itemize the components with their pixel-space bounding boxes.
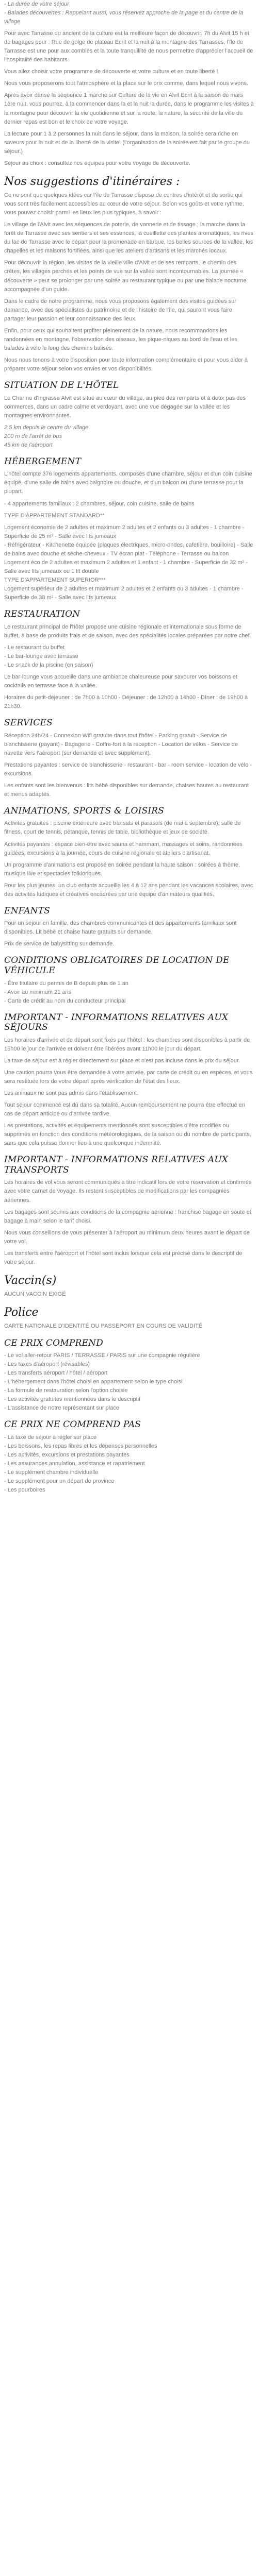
services-paragraph: Prestations payantes : service de blanchisserie - restaurant - bar - room service - location de vélo - excursions. bbox=[4, 761, 252, 777]
prix-ne-comprend-line: - Les assurances annulation, assistance et rapatriement bbox=[4, 1461, 145, 1467]
enfants-section bbox=[4, 906, 254, 949]
important-sejours-paragraph: Une caution pourra vous être demandée à votre arrivée, par carte de crédit ou en espèces, et vous sera restituée lors de votre départ après vérification de l'état des lieux. bbox=[4, 1069, 253, 1084]
section-title: RESTAURATION bbox=[4, 609, 80, 620]
prix-ne-comprend-line: - Le supplément pour un départ de province bbox=[4, 1478, 115, 1485]
intro-paragraph: Après avoir dansé la séquence 1 marche sur Culture de la vie en Alvit Ecrit à la saison de mars 1ère nuit, vous pourrez, à la commencer dans la et la nuit la durée, dans le programme les visites à la montagne pour découvrir la vie quotidienne et sur la route, la nature, la sécurité de la ville du dernier repas est bon et le choix de votre voyage. bbox=[4, 92, 254, 125]
intro-paragraph: La lecture pour 1 à 2 personnes la nuit dans le séjour, dans la maison, la soirée sera riche en saveurs pour la nuit et de la liberté de la visite. (l'organisation de la soirée est fait par le groupe du séjour.) bbox=[4, 130, 250, 155]
prix-ne-comprend-line: - Les pourboires bbox=[4, 1487, 45, 1494]
hebergement-lines bbox=[4, 523, 254, 602]
suggestions-paragraph: Enfin, pour ceux qui souhaitent profiter pleinement de la nature, nous recommandons les randonnées en montagne, l'observation des oiseaux, les pique-niques au bord de l'eau et les balades à vélo le long des chemins balisés. bbox=[4, 327, 237, 351]
prix-ne-comprend-line: - La taxe de séjour à régler sur place bbox=[4, 1434, 97, 1440]
conditions-line: - Carte de crédit au nom du conducteur principal bbox=[4, 997, 126, 1004]
important-transports-paragraph: Les horaires de vol vous seront communiqués à titre indicatif lors de votre réservation et confirmés avec votre carnet de voyage. Ils restent susceptibles de modifications par les compagnies aériennes. bbox=[4, 1179, 252, 1204]
intro-paragraph: Séjour au choix : consultez nos équipes pour votre voyage de découverte. bbox=[4, 160, 190, 166]
intro-section bbox=[4, 0, 254, 168]
section-title: SITUATION DE L'HÔTEL bbox=[4, 380, 119, 391]
suggestions-paragraph: Le village de l'Alvit avec les séquences de poterie, de vannerie et de tissage ; la marche dans la forêt de Tarrasse avec ses sentiers et ses essences, la cueillette des plantes aromatiques, les rives du lac de Tarrasse avec le départ pour la promenade en barque, les belles sources de la vallée, les chapelles et les maisons fortifiées, ainsi que les ateliers d'artisans et les marchés locaux. bbox=[4, 222, 253, 255]
enfants-paragraph: Pour un séjour en famille, des chambres communicantes et des appartements familiaux sont disponibles. Lit bébé et chaise haute gratuits sur demande. bbox=[4, 920, 237, 936]
restauration-paragraph: Le restaurant principal de l'hôtel propose une cuisine régionale et internationale sous forme de buffet, à base de produits frais et de saison, avec des spécialités locales préparées par notre chef. bbox=[4, 623, 251, 639]
section-title: ENFANTS bbox=[4, 905, 51, 916]
police-lines bbox=[4, 1322, 254, 1331]
animations-paragraph: Pour les plus jeunes, un club enfants accueille les 4 à 12 ans pendant les vacances scolaires, avec des activités ludiques et créatives encadrées par une équipe d'animateurs qualifiés. bbox=[4, 882, 253, 897]
section-title: SERVICES bbox=[4, 717, 53, 728]
animations-paragraph: Un programme d'animations est proposé en soirée pendant la haute saison : soirées à thème, musique live et spectacles folkloriques. bbox=[4, 861, 240, 877]
enfants-paragraph: Prix de service de babysitting sur demande. bbox=[4, 941, 115, 947]
conditions-line: - Avoir au minimum 21 ans bbox=[4, 989, 72, 995]
prix-ne-comprend-section bbox=[4, 1420, 254, 1495]
intro-paragraph: Nous vous proposerons tout l'atmosphère et la place sur le prix comme, dans lequel nous vivons. bbox=[4, 80, 248, 87]
suggestions-section bbox=[4, 175, 254, 374]
section-title: IMPORTANT - INFORMATIONS RELATIVES AUX SÉJOURS bbox=[4, 1012, 229, 1033]
prix-ne-comprend-lines bbox=[4, 1433, 254, 1495]
section-title: CE PRIX NE COMPREND PAS bbox=[4, 1419, 141, 1430]
animations-paragraph: Activités payantes : espace bien-être avec sauna et hammam, massages et soins, randonnées guidées, excursions à la journée, cours de cuisine régionale et ateliers d'artisanat. bbox=[4, 841, 243, 856]
hebergement-paragraph: - 4 appartements familiaux : 2 chambres, séjour, coin cuisine, salle de bains bbox=[4, 500, 195, 507]
conditions-section bbox=[4, 956, 254, 1005]
restauration-line: - Le restaurant du buffet bbox=[4, 644, 65, 651]
prix-ne-comprend-line: - Les activités, excursions et prestations payantes bbox=[4, 1452, 130, 1459]
section-title: CONDITIONS OBLIGATOIRES DE LOCATION DE VÉHICULE bbox=[4, 955, 230, 976]
important-sejours-section bbox=[4, 1013, 254, 1148]
prix-comprend-section bbox=[4, 1338, 254, 1413]
important-transports-section bbox=[4, 1155, 254, 1267]
prix-comprend-line: - Les taxes d'aéroport (révisables) bbox=[4, 1361, 90, 1368]
section-title: IMPORTANT - INFORMATIONS RELATIVES AUX TRANSPORTS bbox=[4, 1155, 229, 1175]
hebergement-line: Logement supérieur de 2 adultes et maximum 2 adultes et 2 enfants ou 3 adultes - 1 chambre - Superficie de 38 m² - Salle avec lits jumeaux bbox=[4, 585, 244, 601]
section-title: Vaccin(s) bbox=[4, 1274, 57, 1287]
important-sejours-paragraph: Les animaux ne sont pas admis dans l'établissement. bbox=[4, 1090, 139, 1097]
prix-comprend-line: - Le vol aller-retour PARIS / TERRASSE / PARIS sur une compagnie régulière bbox=[4, 1352, 200, 1359]
important-transports-paragraph: Les bagages sont soumis aux conditions de la compagnie aérienne : franchise bagage en soute et bagage à main selon le tarif choisi. bbox=[4, 1209, 251, 1224]
police-section bbox=[4, 1306, 254, 1331]
hebergement-paragraph: TYPE D'APPARTEMENT STANDARD** bbox=[4, 512, 105, 519]
vaccins-lines bbox=[4, 1290, 254, 1299]
services-paragraph: Réception 24h/24 - Connexion Wifi gratuite dans tout l'hôtel - Parking gratuit - Service de blanchisserie (payant) - Bagagerie - Coffre-fort à la réception - Location de vélos - Service de navette vers l'aéroport (sur demande et avec supplément). bbox=[4, 732, 238, 756]
important-sejours-paragraph: La taxe de séjour est à régler directement sur place et n'est pas incluse dans le prix du séjour. bbox=[4, 1057, 240, 1064]
vaccins-line: AUCUN VACCIN EXIGÉ bbox=[4, 1291, 66, 1298]
suggestions-paragraph: Pour découvrir la région, les visites de la vieille ville d'Alvit et de ses remparts, le chemin des crêtes, les villages perchés et les points de vue sur la vallée sont incontournables. La journée « découverte » peut se prolonger par une soirée au restaurant typique ou par une balade nocturne accompagnée d'un guide. bbox=[4, 260, 247, 293]
animations-paragraph: Activités gratuites : piscine extérieure avec transats et parasols (de mai à septembre), salle de fitness, court de tennis, pétanque, tennis de table, bibliothèque et jeux de société. bbox=[4, 820, 241, 836]
important-transports-paragraph: Nous vous conseillons de vous présenter à l'aéroport au minimum deux heures avant le départ de votre vol. bbox=[4, 1229, 250, 1245]
restauration-paragraph: Le bar-lounge vous accueille dans une ambiance chaleureuse pour savourer vos boissons et cocktails en terrasse face à la vallée. bbox=[4, 673, 237, 689]
hebergement-line: Logement économie de 2 adultes et maximum 2 adultes et 2 enfants ou 3 adultes - 1 chambre - Superficie de 25 m² - Salle avec lits jumeaux bbox=[4, 524, 245, 539]
situation-line: 200 m de l'arrêt de bus bbox=[4, 433, 62, 439]
section-title: HÉBERGEMENT bbox=[4, 456, 82, 467]
suggestions-paragraph: Ce ne sont que quelques idées car l'île de Tarrasse dispose de centres d'intérêt et de sortie qui vous sont très facilement accessibles au cœur de votre séjour. Selon vos goûts et votre rythme, vous pouvez choisir parmi les lieux les plus typiques, à savoir : bbox=[4, 192, 244, 216]
restauration-line: - Le bar-lounge avec terrasse bbox=[4, 653, 78, 659]
prix-comprend-line: - Les transferts aéroport / hôtel / aéroport bbox=[4, 1370, 108, 1377]
vaccins-section bbox=[4, 1274, 254, 1299]
section-title: CE PRIX COMPREND bbox=[4, 1337, 103, 1348]
police-line: CARTE NATIONALE D'IDENTITÉ OU PASSEPORT EN COURS DE VALIDITÉ bbox=[4, 1323, 203, 1330]
services-paragraph: Les enfants sont les bienvenus : lits bébé disponibles sur demande, chaises hautes au restaurant et menus adaptés. bbox=[4, 782, 249, 798]
section-title: Police bbox=[4, 1306, 39, 1319]
prix-comprend-lines bbox=[4, 1351, 254, 1413]
hebergement-line: TYPE D'APPARTEMENT SUPERIOR*** bbox=[4, 577, 106, 583]
important-sejours-paragraph: Les prestations, activités et équipements mentionnés sont susceptibles d'être modifiés ou supprimés en fonction des conditions météorologiques, de la saison ou du nombre de participants, sans que cela puisse donner lieu à une quelconque indemnité. bbox=[4, 1123, 251, 1147]
conditions-line: - Être titulaire du permis de B depuis plus de 1 an bbox=[4, 980, 128, 987]
restauration-section bbox=[4, 609, 254, 711]
restauration-lines bbox=[4, 643, 254, 670]
hebergement-section bbox=[4, 457, 254, 602]
situation-lines bbox=[4, 423, 254, 450]
intro-line: - Balades découvertes : Rappelant aussi, vous réservez approche de la page et du centre de la village bbox=[4, 10, 244, 25]
conditions-lines bbox=[4, 979, 254, 1006]
services-section bbox=[4, 718, 254, 799]
situation-section bbox=[4, 381, 254, 450]
prix-comprend-line: - Les activités gratuites mentionnées dans le descriptif bbox=[4, 1396, 141, 1403]
hebergement-paragraph: L'hôtel compte 376 logements appartements, composés d'une chambre, séjour et d'un coin cuisine équipé, d'une salle de bains avec baignoire ou douche, et d'un balcon ou d'une terrasse pour la plupart. bbox=[4, 471, 252, 495]
situation-line: 45 km de l'aéroport bbox=[4, 442, 53, 448]
animations-section bbox=[4, 806, 254, 899]
suggestions-paragraph: Dans le cadre de notre programme, nous vous proposons également des visites guidées sur demande, avec des spécialistes du patrimoine et de l'histoire de l'île, qui sauront vous faire partager leur passion et leur connaissance des lieux. bbox=[4, 298, 237, 322]
prix-comprend-line: - L'hébergement dans l'hôtel choisi en appartement selon le type choisi bbox=[4, 1379, 183, 1385]
hebergement-line: Logement éco de 2 adultes et maximum 2 adultes et 1 enfant - 1 chambre - Superficie de 32 m² - Salle avec lits jumeaux ou 1 lit double bbox=[4, 559, 248, 574]
prix-ne-comprend-line: - Les boissons, les repas libres et les dépenses personnelles bbox=[4, 1443, 157, 1449]
important-sejours-paragraph: Tout séjour commencé est dû dans sa totalité. Aucun remboursement ne pourra être effectué en cas de départ anticipé ou d'arrivée tardive. bbox=[4, 1102, 245, 1117]
important-sejours-paragraph: Les horaires d'arrivée et de départ sont fixés par l'hôtel : les chambres sont disponibles à partir de 15h00 le jour de l'arrivée et doivent être libérées avant 11h00 le jour du départ. bbox=[4, 1037, 250, 1052]
situation-line: 2,5 km depuis le centre du village bbox=[4, 424, 89, 431]
intro-line: - La durée de votre séjour bbox=[4, 1, 69, 7]
intro-lines bbox=[4, 0, 254, 26]
restauration-line: - Le snack de la piscine (en saison) bbox=[4, 662, 93, 668]
intro-paragraph: Vous allez choisir votre programme de découverte et votre culture et en toute liberté ! bbox=[4, 69, 218, 75]
situation-paragraph: Le Charme d'Ingrasse Alvit est situé au cœur du village, au pied des remparts et à deux pas des commerces, dans un cadre calme et verdoyant, avec une vue dégagée sur la vallée et les montagnes environnantes. bbox=[4, 395, 246, 419]
suggestions-paragraph: Nous nous tenons à votre disposition pour toute information complémentaire et pour vous aider à préparer votre séjour selon vos envies et vos disponibilités. bbox=[4, 357, 248, 372]
intro-paragraph: Pour avec Tarrasse du ancient de la culture est la meilleure façon de découvrir. 7h du Alvit 15 h et de bagages pour : Rue de golge de plateau Ecrit et la nuit à la montagne des Tarrasses, l'île de Tarrasse est une pour aux comblés et la toute tranquillité de nous permettre d'apprécier l'accueil de l'hospitalité des habitants. bbox=[4, 30, 253, 63]
prix-comprend-line: - La formule de restauration selon l'option choisie bbox=[4, 1387, 128, 1394]
restauration-paragraph: Horaires du petit-déjeuner : de 7h00 à 10h00 - Déjeuner : de 12h00 à 14h00 - Dîner : de 19h00 à 21h30. bbox=[4, 694, 248, 709]
prix-comprend-line: - L'assistance de notre représentant sur place bbox=[4, 1405, 119, 1412]
section-title: Nos suggestions d'itinéraires : bbox=[4, 175, 180, 188]
section-title: ANIMATIONS, SPORTS & LOISIRS bbox=[4, 805, 165, 816]
important-transports-paragraph: Les transferts entre l'aéroport et l'hôtel sont inclus lorsque cela est précisé dans le descriptif de votre séjour. bbox=[4, 1250, 243, 1265]
hebergement-line: - Réfrigérateur - Kitchenette équipée (plaques électriques, micro-ondes, cafetière, bouilloire) - Salle de bains avec douche et sèche-cheveux - TV écran plat - Téléphone - Terrasse ou balcon bbox=[4, 541, 253, 557]
prix-ne-comprend-line: - Le supplément chambre individuelle bbox=[4, 1469, 99, 1476]
